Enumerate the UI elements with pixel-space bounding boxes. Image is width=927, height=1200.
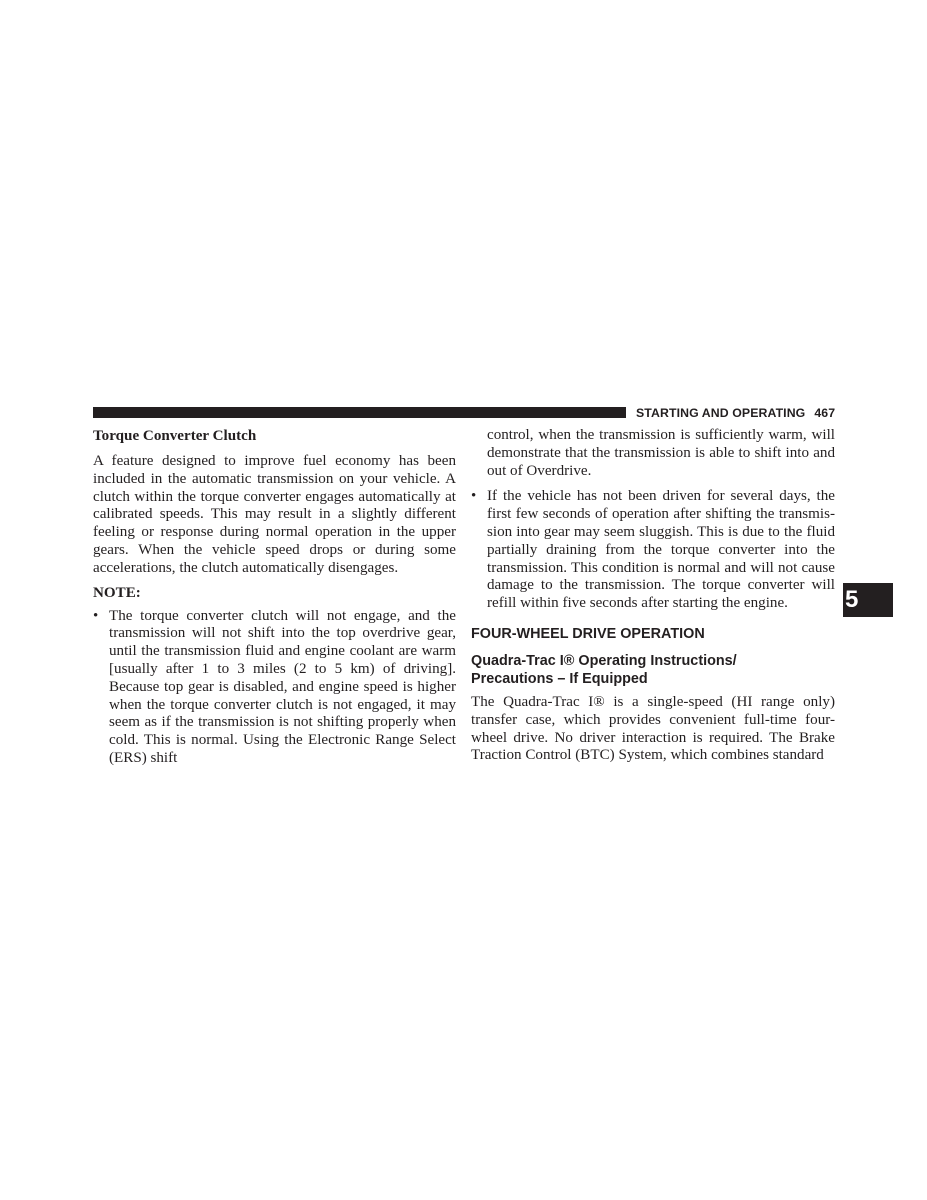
list-item [471, 488, 835, 613]
header-rule [93, 407, 626, 418]
running-header [636, 405, 836, 421]
bullet-icon: • [471, 488, 477, 505]
quadra-trac-paragraph: The Quadra-Trac I® is a single-speed (HI range only) transfer case, which provides convenient full-time four- wheel drive. No driver interaction is required. The Brake Traction Control (BTC) System, which combines standard [471, 693, 835, 764]
chapter-tab[interactable]: 5 [843, 583, 893, 617]
torque-converter-heading: Torque Converter Clutch [93, 428, 257, 444]
list-item [93, 608, 456, 768]
torque-converter-paragraph: A feature designed to improve fuel economy has been included in the automatic transmission on your vehicle. A clutch within the torque converter engages automatically at calibrated speeds. This may result in a slightly different feeling or response during normal operation in the upper gears. When the vehicle speed drops or during some accelerations, the clutch automatically disengages. [93, 453, 456, 576]
bullet-icon: • [93, 607, 99, 624]
section-heading: FOUR-WHEEL DRIVE OPERATION [471, 625, 705, 642]
section-title: STARTING AND OPERATING [636, 406, 806, 420]
bullet-text-continued: control, when the transmission is sufficiently warm, will demonstrate that the transmission is able to shift into and out of Overdrive. [487, 427, 835, 479]
subsection-heading [471, 652, 835, 688]
left-column [93, 427, 456, 768]
list-item-continued [471, 427, 835, 480]
bullet-text: The torque converter clutch will not engage, and the transmission will not shift into the top overdrive gear, until the transmission fluid and engine coolant are warm [usually after 1 to 3 miles (2 to 5 km) of driving]. Because top gear is disabled, and engine speed is higher when the torque converter clutch is not engaged, it may seem as if the transmission is not shifting properly when cold. This is normal. Using the Electronic Range Select (ERS) shift [109, 607, 456, 766]
bullet-text: If the vehicle has not been driven for several days, the first few seconds of operation after shifting the transmis- sion into gear may seem sluggish. This is due to the fluid partially draining from the torque converter into the transmission. This condition is normal and will not cause damage to the transmission. The torque converter will refill within five seconds after starting the engine. [487, 488, 835, 612]
right-column [471, 427, 835, 765]
page-number: 467 [814, 406, 836, 420]
note-label: NOTE: [93, 584, 141, 601]
subsection-heading-line2: Precautions – If Equipped [471, 670, 648, 687]
subsection-heading-line1: Quadra-Trac I® Operating Instructions/ [471, 652, 737, 669]
